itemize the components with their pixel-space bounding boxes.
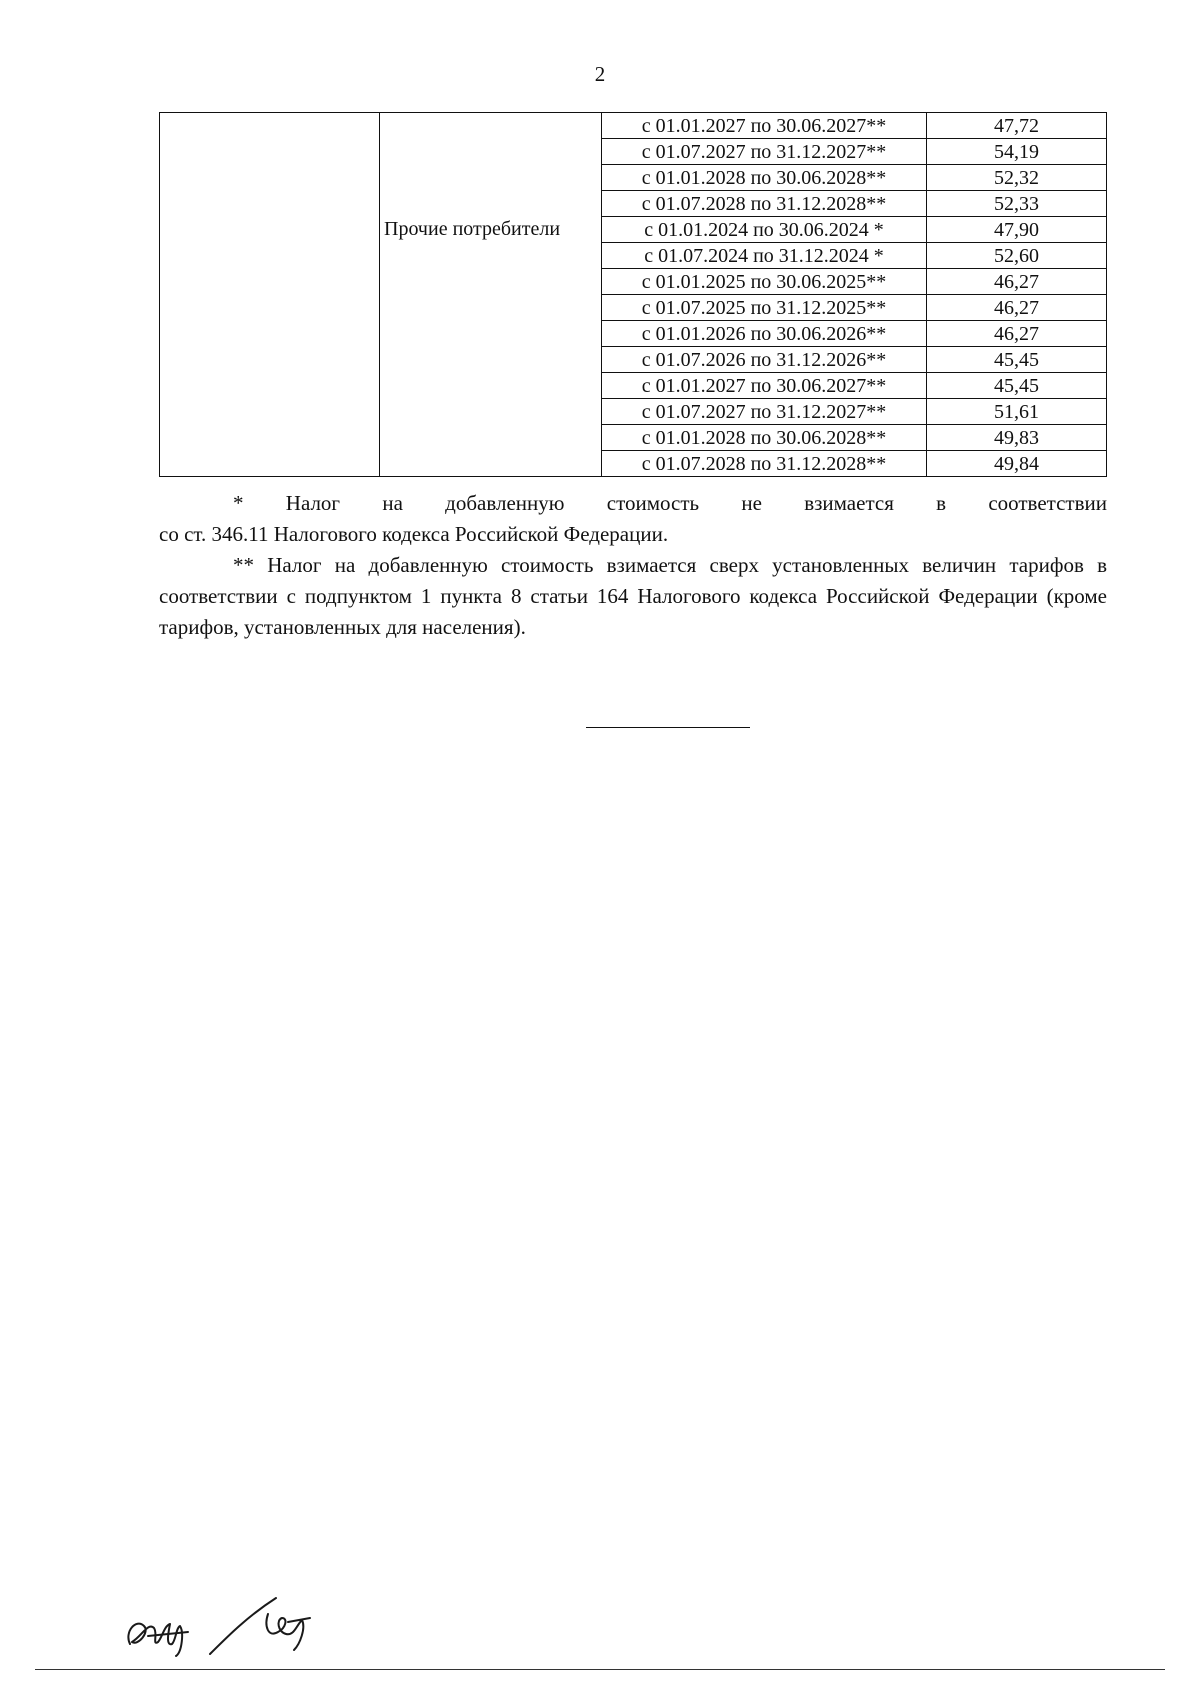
- tariff-value-cell: 49,83: [927, 425, 1107, 451]
- footnote-vat-extra: [159, 550, 1107, 643]
- tariff-value-cell: 47,72: [927, 113, 1107, 139]
- period-cell: с 01.01.2028 по 30.06.2028**: [602, 425, 927, 451]
- footnote-no-vat: [159, 488, 1107, 550]
- period-cell: с 01.07.2027 по 31.12.2027**: [602, 139, 927, 165]
- tariff-value-cell: 46,27: [927, 269, 1107, 295]
- period-cell: с 01.07.2027 по 31.12.2027**: [602, 399, 927, 425]
- tariff-value-cell: 54,19: [927, 139, 1107, 165]
- period-cell: с 01.01.2025 по 30.06.2025**: [602, 269, 927, 295]
- tariff-value-cell: 52,60: [927, 243, 1107, 269]
- tariff-value-cell: 52,32: [927, 165, 1107, 191]
- tariff-value-cell: 51,61: [927, 399, 1107, 425]
- footnote-no-vat-line1: * Налог на добавленную стоимость не взимается в соответствии: [233, 491, 1107, 515]
- tariff-table: [159, 112, 1107, 477]
- period-cell: с 01.01.2027 по 30.06.2027**: [602, 373, 927, 399]
- empty-cell: [160, 113, 380, 477]
- period-cell: с 01.01.2028 по 30.06.2028**: [602, 165, 927, 191]
- period-cell: с 01.07.2028 по 31.12.2028**: [602, 191, 927, 217]
- tariff-value-cell: 46,27: [927, 295, 1107, 321]
- period-cell: с 01.07.2025 по 31.12.2025**: [602, 295, 927, 321]
- tariff-value-cell: 49,84: [927, 451, 1107, 477]
- previous-group-cell: [380, 113, 602, 217]
- end-of-text-rule: [586, 727, 750, 728]
- consumer-group-label: Прочие потребители: [380, 217, 602, 477]
- table-row: [160, 113, 1107, 139]
- tariff-value-cell: 45,45: [927, 373, 1107, 399]
- bottom-page-rule: [35, 1669, 1165, 1670]
- tariff-value-cell: 52,33: [927, 191, 1107, 217]
- period-cell: с 01.01.2026 по 30.06.2026**: [602, 321, 927, 347]
- period-cell: с 01.07.2028 по 31.12.2028**: [602, 451, 927, 477]
- tariff-value-cell: 45,45: [927, 347, 1107, 373]
- signature-initials: [118, 1592, 358, 1660]
- footnote-vat-text: Налог на добавленную стоимость взимается сверх установленных величин тарифов в соответствии с подпунктом 1 пункта 8 статьи 164 Налогового кодекса Российской Федерации (кроме тарифов, установленных для населения).: [159, 553, 1108, 639]
- period-cell: с 01.07.2024 по 31.12.2024 *: [602, 243, 927, 269]
- period-cell: с 01.07.2026 по 31.12.2026**: [602, 347, 927, 373]
- tariff-value-cell: 46,27: [927, 321, 1107, 347]
- footnote-vat-marker: **: [233, 553, 254, 577]
- tariff-value-cell: 47,90: [927, 217, 1107, 243]
- period-cell: с 01.01.2024 по 30.06.2024 *: [602, 217, 927, 243]
- page-number: 2: [594, 62, 606, 86]
- period-cell: с 01.01.2027 по 30.06.2027**: [602, 113, 927, 139]
- footnote-no-vat-line2: со ст. 346.11 Налогового кодекса Российской Федерации.: [159, 522, 669, 546]
